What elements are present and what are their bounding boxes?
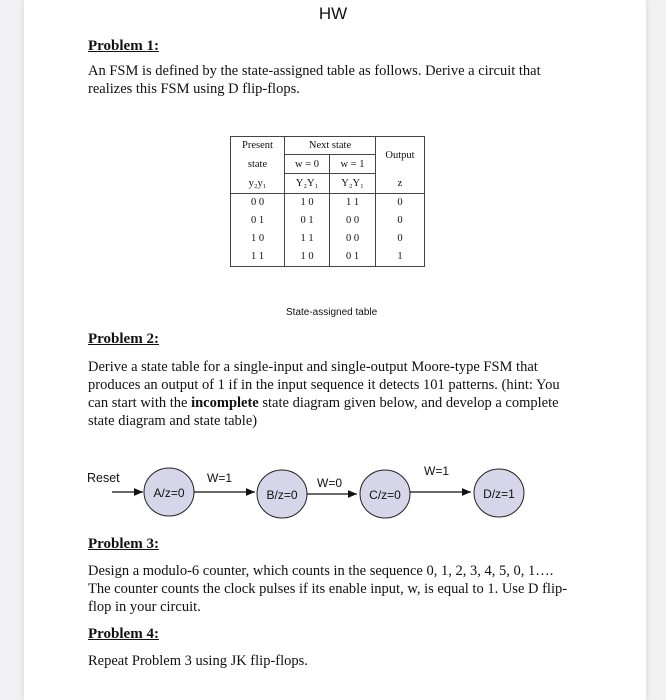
state-b-label: B/z=0 (266, 488, 298, 502)
table-cell: 0 (376, 230, 425, 248)
table-cell: 1 (376, 248, 425, 267)
present-vars: y₂y₁ (231, 174, 285, 194)
table-cell: 0 (376, 194, 425, 212)
transition-a-b-label: W=1 (207, 471, 233, 485)
transition-b-c-label: W=0 (317, 476, 343, 490)
table-cell: 1 1 (285, 230, 330, 248)
problem-2-text-line-4: state diagram and state table) (88, 413, 258, 429)
table-cell: 0 0 (330, 212, 376, 230)
table-cell: 0 0 (330, 230, 376, 248)
table-caption: State-assigned table (286, 307, 378, 318)
problem-3-heading: Problem 3: (88, 536, 159, 552)
state-header: state (231, 155, 285, 174)
output-header: Output (376, 137, 425, 174)
next-vars-w0: Y₂Y₁ (285, 174, 330, 194)
incomplete-state-diagram (0, 450, 666, 530)
table-cell: 0 1 (231, 212, 285, 230)
state-c-label: C/z=0 (369, 488, 401, 502)
problem-3-text-line-1: Design a modulo-6 counter, which counts in the sequence 0, 1, 2, 3, 4, 5, 0, 1…. (88, 563, 554, 579)
transition-c-d-label: W=1 (424, 464, 450, 478)
problem-4-text-line-1: Repeat Problem 3 using JK flip-flops. (88, 653, 308, 669)
problem-1-heading: Problem 1: (88, 38, 159, 54)
problem-1-text-line-1: An FSM is defined by the state-assigned table as follows. Derive a circuit that (88, 63, 541, 79)
problem-2-text-line-3 (88, 394, 559, 412)
problem-1-text-line-2: realizes this FSM using D flip-flops. (88, 81, 300, 97)
table-cell: 1 0 (231, 230, 285, 248)
w1-header: w = 1 (330, 155, 376, 174)
table-cell: 0 0 (231, 194, 285, 212)
table-cell: 1 0 (285, 194, 330, 212)
problem-4-heading: Problem 4: (88, 626, 159, 642)
table-cell: 0 1 (330, 248, 376, 267)
present-state-header: Present (231, 137, 285, 155)
state-assigned-table (230, 136, 425, 267)
reset-label: Reset (87, 471, 120, 485)
page-title: HW (318, 4, 348, 23)
table-cell: 0 (376, 212, 425, 230)
problem-2-emphasis: incomplete (191, 395, 259, 411)
problem-2-text-line-2: produces an output of 1 if in the input sequence it detects 101 patterns. (hint: You (88, 377, 560, 393)
problem-3-text-line-2: The counter counts the clock pulses if its enable input, w, is equal to 1. Use D flip- (88, 581, 568, 597)
problem-2-text-segment: state diagram given below, and develop a complete (258, 395, 559, 411)
w0-header: w = 0 (285, 155, 330, 174)
next-vars-w1: Y₂Y₁ (330, 174, 376, 194)
problem-3-text-line-3: flop in your circuit. (88, 599, 201, 615)
problem-2-text-segment: can start with the (88, 395, 192, 411)
table-cell: 0 1 (285, 212, 330, 230)
output-var: z (376, 174, 425, 194)
table-cell: 1 1 (231, 248, 285, 267)
problem-2-text-line-1: Derive a state table for a single-input and single-output Moore-type FSM that (88, 359, 538, 375)
table-cell: 1 0 (285, 248, 330, 267)
next-state-header: Next state (285, 137, 376, 155)
state-d-label: D/z=1 (483, 487, 515, 501)
problem-2-heading: Problem 2: (88, 331, 159, 347)
table-cell: 1 1 (330, 194, 376, 212)
state-a-label: A/z=0 (153, 486, 185, 500)
